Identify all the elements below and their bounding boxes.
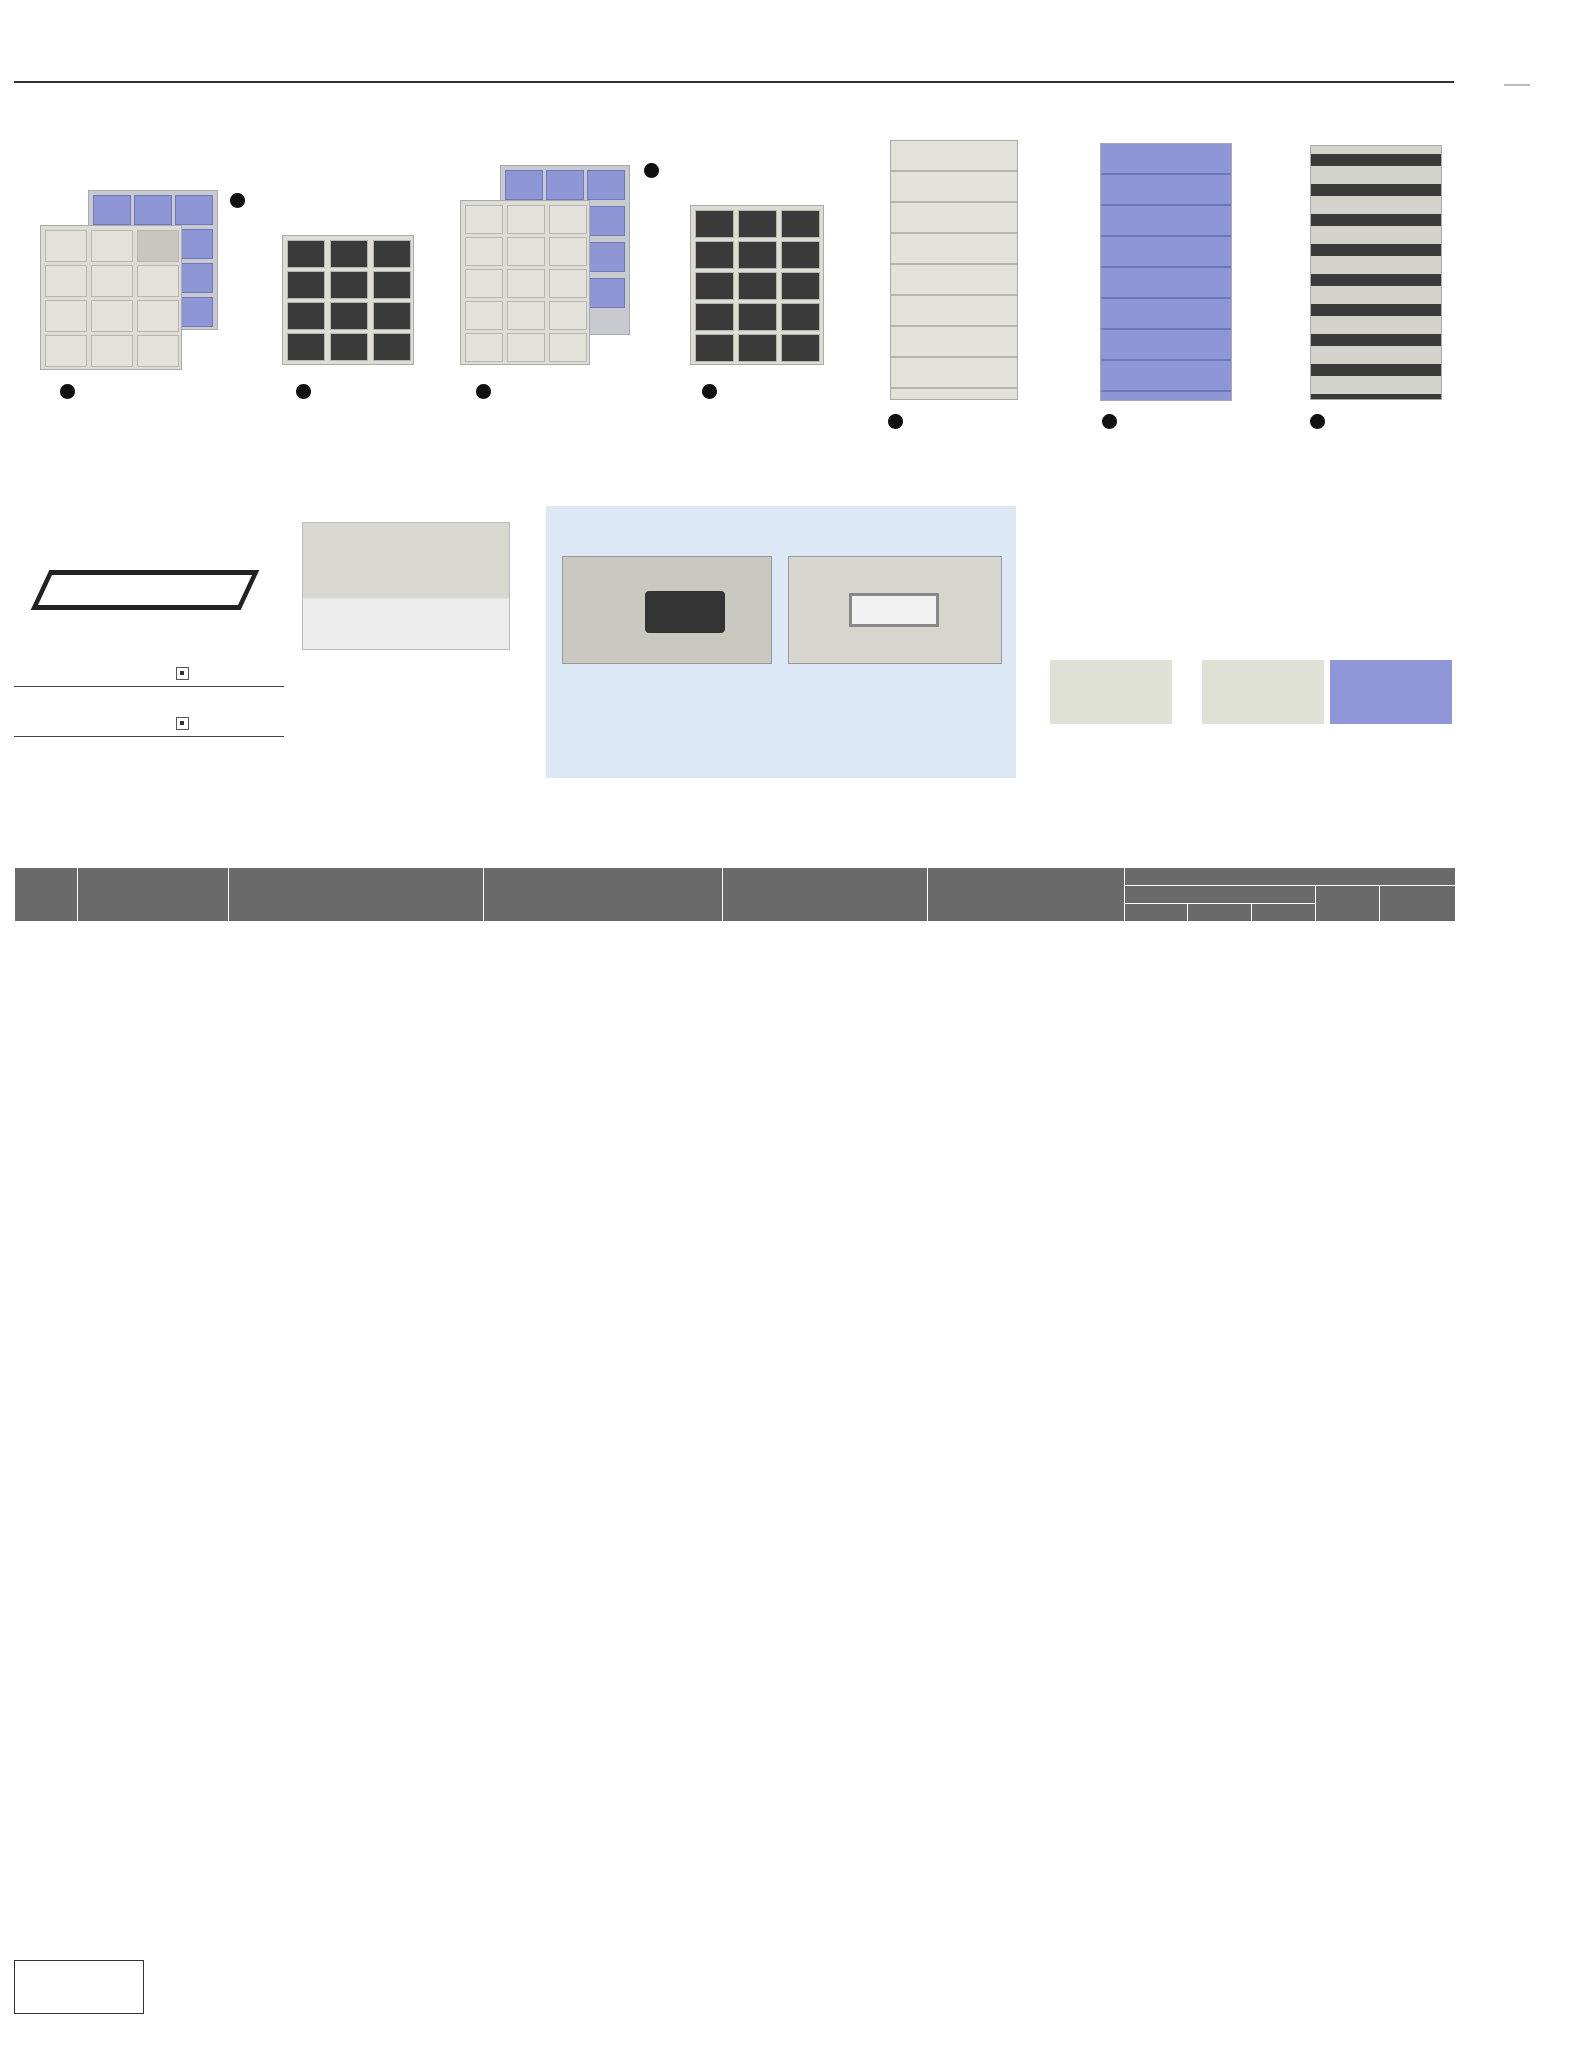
th-type	[77, 868, 228, 922]
footer-line-1	[164, 1962, 217, 1981]
base-w1800-price	[176, 710, 189, 734]
locker-image-sb0918s-24-aw	[890, 140, 1018, 400]
feature-window-image	[562, 556, 772, 664]
caption-1	[60, 384, 78, 402]
caption-3	[296, 384, 314, 402]
color-swatch-aw-body	[1050, 660, 1172, 724]
footer-label-box	[14, 1960, 144, 2014]
th-d	[1316, 886, 1380, 922]
base-frame-image	[31, 570, 260, 610]
th-dims	[928, 868, 1125, 922]
locker-image-sb0911s-15-aw	[460, 200, 590, 365]
base-w900-price	[176, 660, 189, 684]
caption-6	[702, 384, 720, 402]
locker-image-sb0918s-24-bl	[1100, 143, 1232, 401]
locker-image-sb0909s-12w-aw	[282, 235, 414, 365]
th-price	[723, 868, 928, 922]
caption-9	[1310, 414, 1328, 432]
th-code2	[483, 868, 723, 922]
th-w	[1125, 886, 1316, 904]
chapter-dash	[1504, 84, 1530, 86]
th-blank	[15, 868, 78, 922]
footer-line-2	[164, 1985, 206, 2004]
feature-box	[546, 506, 1016, 778]
feature-label-image	[788, 556, 1002, 664]
locker-image-sb0909s-12-aw	[40, 225, 182, 370]
caption-7	[888, 414, 906, 432]
caption-4	[476, 384, 494, 402]
base-rule-2	[14, 736, 284, 737]
color-swatch-bl	[1330, 660, 1452, 724]
th-code1	[228, 868, 483, 922]
base-example-image	[302, 522, 510, 650]
callout-5	[644, 163, 662, 182]
color-swatch-aw-door	[1202, 660, 1324, 724]
locker-image-sb0918s-24w-aw	[1310, 145, 1442, 400]
price-table	[14, 867, 1456, 922]
caption-8	[1102, 414, 1120, 432]
th-mid	[1188, 904, 1252, 922]
locker-image-sb0911s-15w-aw	[690, 205, 824, 365]
callout-2	[230, 193, 248, 212]
th-left	[1125, 904, 1188, 922]
th-h	[1380, 886, 1456, 922]
header-rule	[14, 81, 1454, 83]
base-rule-1	[14, 686, 284, 687]
th-inner	[1125, 868, 1456, 886]
th-right	[1252, 904, 1316, 922]
